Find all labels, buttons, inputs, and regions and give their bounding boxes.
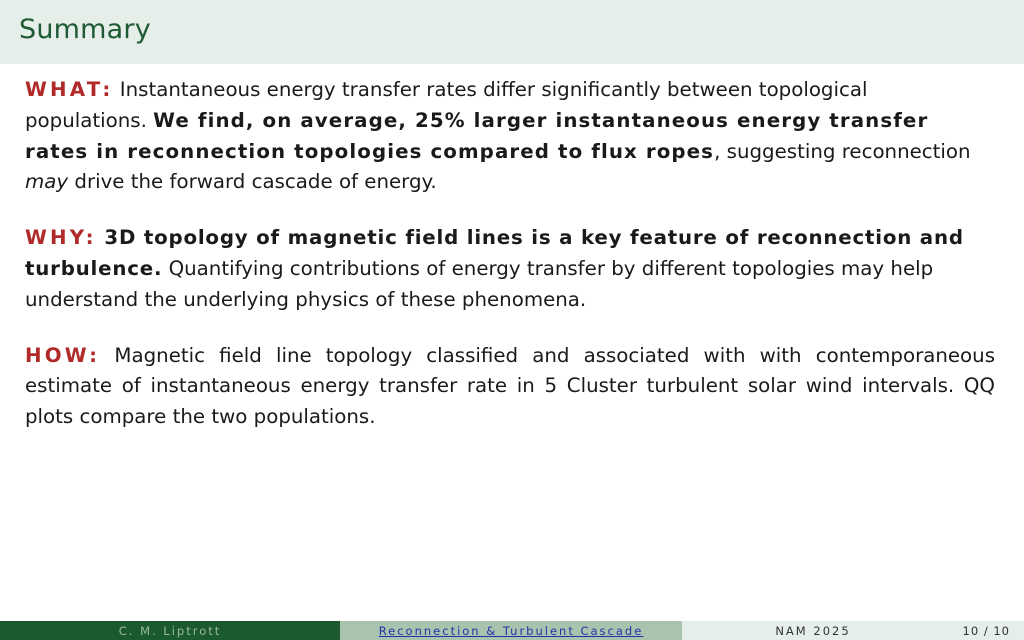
why-bold-statement: 3D topology of magnetic field lines is a key feature of reconnection and turbulence. [25,226,964,280]
what-paragraph [25,75,995,198]
slide-header [0,0,1024,64]
how-paragraph [25,341,995,433]
slide-content [25,75,995,458]
why-label: WHY: [25,226,97,250]
why-paragraph [25,223,995,315]
what-italic: may [25,170,69,194]
what-text-1: Instantaneous energy transfer rates differ significantly between topological populations. [25,78,868,132]
why-text-1: Quantifying contributions of energy transfer by different topologies may help understand the underlying physics of these phenomena. [25,256,934,311]
what-text-3: drive the forward cascade of energy. [68,170,437,194]
how-text-1: Magnetic field line topology classified and associated with with contemporaneous estimate of instantaneous energy transfer rate in 5 Cluster turbulent solar wind intervals. QQ plots compare the two populations. [25,343,995,429]
footer-page-number: 10 / 10 [944,621,1024,640]
footer-author: C. M. Liptrott [0,621,340,640]
slide-footer [0,621,1024,640]
what-bold-finding: We find, on average, 25% larger instantaneous energy transfer rates in reconnection topologies compared to flux ropes [25,108,929,163]
slide-title: Summary [19,14,151,45]
what-text-2: , suggesting reconnection [714,139,971,163]
how-label: HOW: [25,343,101,367]
footer-title-link[interactable]: Reconnection & Turbulent Cascade [340,621,682,640]
footer-conference: NAM 2025 [682,621,944,640]
what-label: WHAT: [25,78,114,101]
